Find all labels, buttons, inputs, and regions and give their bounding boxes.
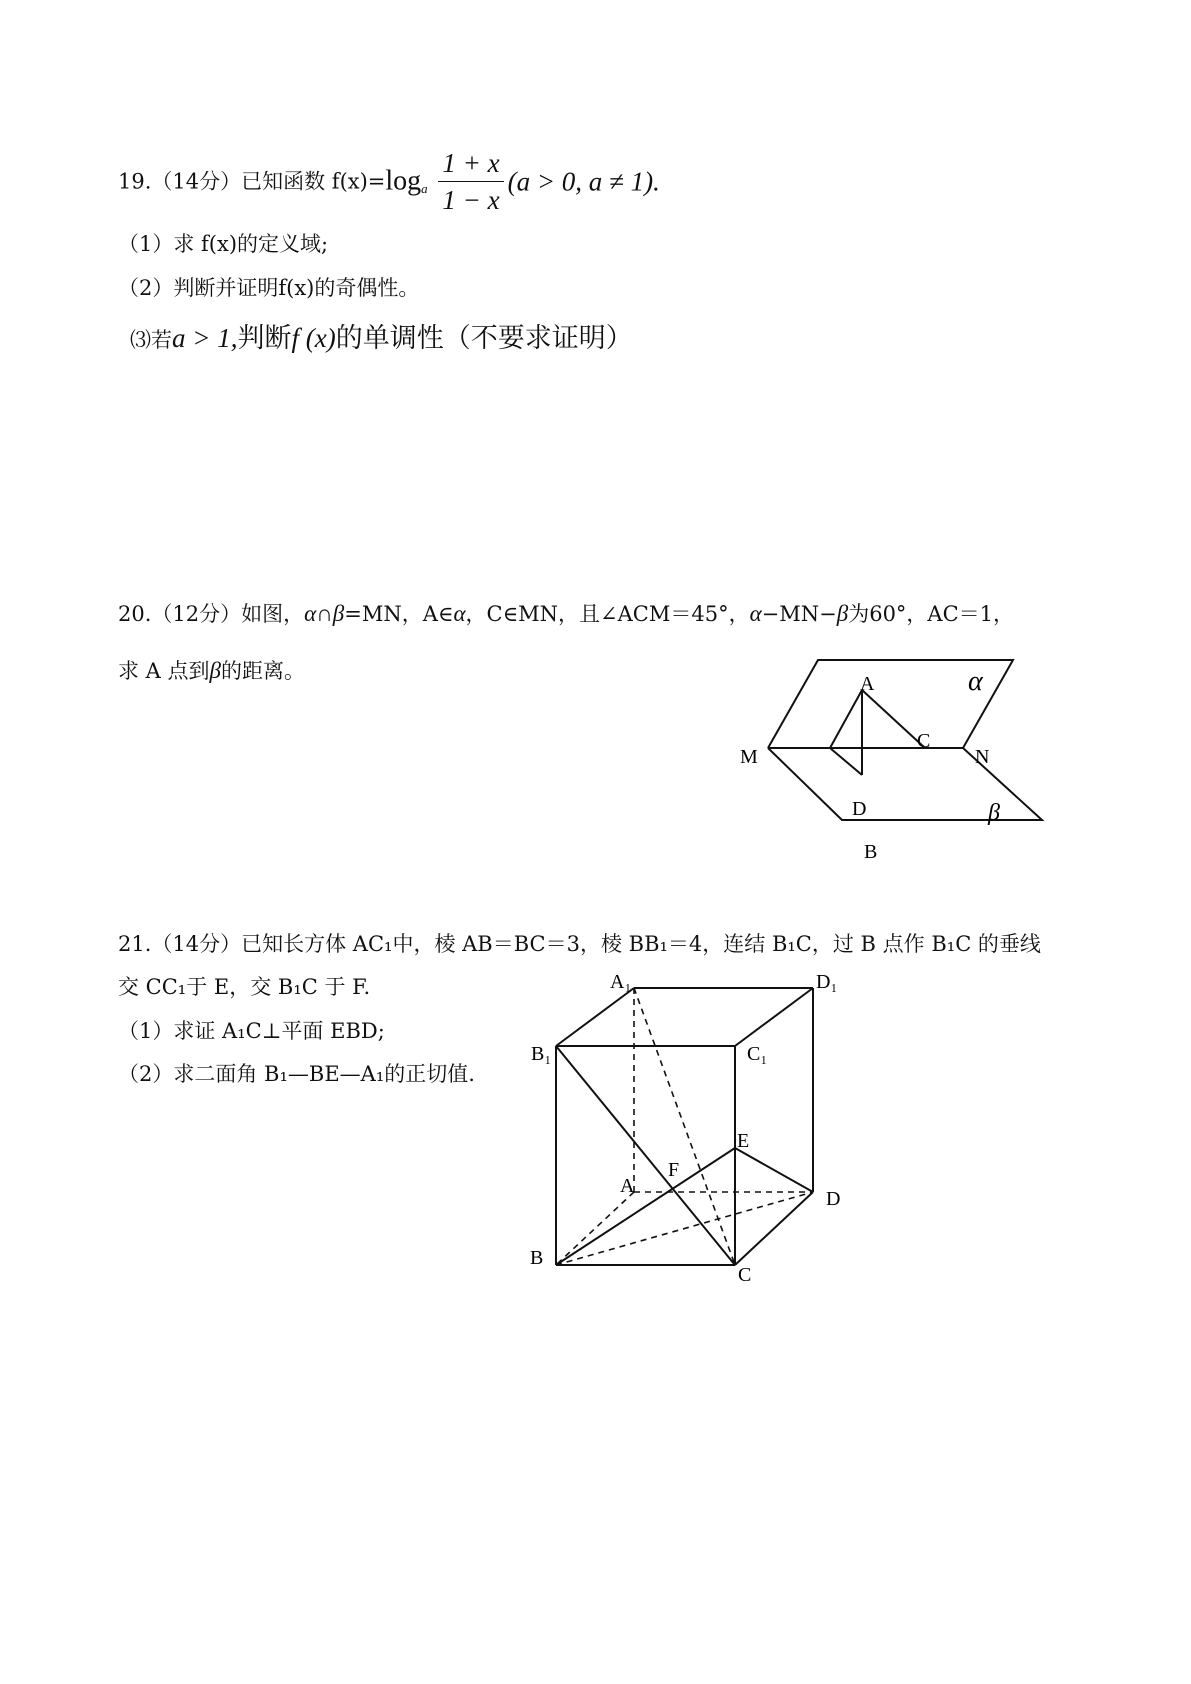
q20-line-a-mn bbox=[830, 690, 862, 748]
q19-part1: （1）求 f(x)的定义域; bbox=[118, 232, 329, 256]
q21-line-b1c bbox=[556, 1046, 735, 1265]
q20-label-beta: β bbox=[988, 800, 1000, 826]
q21-line-ed bbox=[735, 1148, 813, 1192]
q20-plane-beta bbox=[768, 748, 1042, 820]
q21-label-c1: C₁ bbox=[747, 1043, 768, 1065]
q19-part3-math2: f (x) bbox=[291, 323, 336, 353]
q21-edge-c1d1 bbox=[735, 988, 813, 1046]
q19-part3-math1: a > 1, bbox=[172, 323, 238, 353]
q21-label-a: A bbox=[620, 1175, 635, 1197]
q21-label-c: C bbox=[738, 1264, 752, 1286]
q20-line-ac bbox=[862, 690, 925, 748]
q20-line1-text4: 为60°，AC＝1， bbox=[848, 602, 1015, 626]
q21-hidden-a1c bbox=[634, 988, 735, 1265]
q20-line1-math2: α bbox=[453, 601, 466, 626]
q20-label-m: M bbox=[740, 746, 758, 768]
q20-line1-text1: =MN，A∈ bbox=[344, 602, 454, 626]
q21-edge-cd bbox=[735, 1192, 813, 1265]
q20-label-b: B bbox=[864, 841, 878, 863]
q20-label-alpha: α bbox=[968, 666, 983, 697]
q21-line2: 交 CC₁于 E，交 B₁C 于 F. bbox=[118, 975, 371, 999]
q21-line1: 21.（14分）已知长方体 AC₁中，棱 AB＝BC＝3，棱 BB₁＝4，连结 B₁C，过 B 点作 B₁C 的垂线 bbox=[118, 932, 1041, 956]
q20-line2-math: β bbox=[209, 658, 221, 683]
q21-part1: （1）求证 A₁C⊥平面 EBD; bbox=[118, 1019, 385, 1043]
q20-label-d: D bbox=[852, 798, 867, 820]
q20-line-foot-mn bbox=[830, 748, 862, 775]
q19-part3-suffix: 的单调性（不要求证明） bbox=[335, 323, 633, 354]
q19-part3-prefix: ⑶若 bbox=[130, 328, 172, 352]
q20-line1-math3: α bbox=[749, 601, 762, 626]
q19-log-base: a bbox=[421, 181, 428, 196]
q20-label-c: C bbox=[917, 730, 931, 752]
q21-label-a1: A₁ bbox=[610, 971, 632, 993]
q19-part2: （2）判断并证明f(x)的奇偶性。 bbox=[118, 276, 420, 300]
q20-line1-text2: ，C∈MN，且∠ACM＝45°， bbox=[465, 602, 750, 626]
q20-line1-math4: β bbox=[836, 601, 849, 626]
q19-part3-mid: 判断 bbox=[237, 323, 292, 354]
q21-label-b1: B₁ bbox=[531, 1043, 552, 1065]
q21-part2: （2）求二面角 B₁—BE—A₁的正切值. bbox=[118, 1062, 475, 1086]
q20-label-a: A bbox=[860, 673, 875, 695]
q21-label-d: D bbox=[826, 1188, 841, 1210]
q20-line1-prefix: 20.（12分）如图， bbox=[118, 602, 305, 626]
q20-line2-prefix: 求 A 点到 bbox=[118, 659, 210, 683]
q21-hidden-ab bbox=[556, 1192, 634, 1265]
q19-denominator: 1 − x bbox=[442, 185, 500, 215]
q21-edge-a1b1 bbox=[556, 988, 634, 1046]
q20-line1-math1: α∩β bbox=[304, 601, 345, 626]
q19-condition: (a > 0, a ≠ 1). bbox=[507, 166, 660, 197]
q21-label-d1: D₁ bbox=[816, 971, 838, 993]
q20-label-n: N bbox=[975, 746, 990, 768]
q20-line1-text3: −MN− bbox=[761, 602, 837, 626]
q21-label-f: F bbox=[668, 1159, 680, 1181]
q21-label-b: B bbox=[530, 1247, 544, 1269]
q21-line-be bbox=[556, 1148, 735, 1265]
q19-numerator: 1 + x bbox=[438, 145, 503, 182]
q20-line2-suffix: 的距离。 bbox=[221, 659, 305, 683]
q19-prefix: 19.（14分）已知函数 f(x)= bbox=[118, 169, 386, 194]
q19-log: log bbox=[385, 165, 422, 197]
q21-label-e: E bbox=[737, 1130, 750, 1152]
